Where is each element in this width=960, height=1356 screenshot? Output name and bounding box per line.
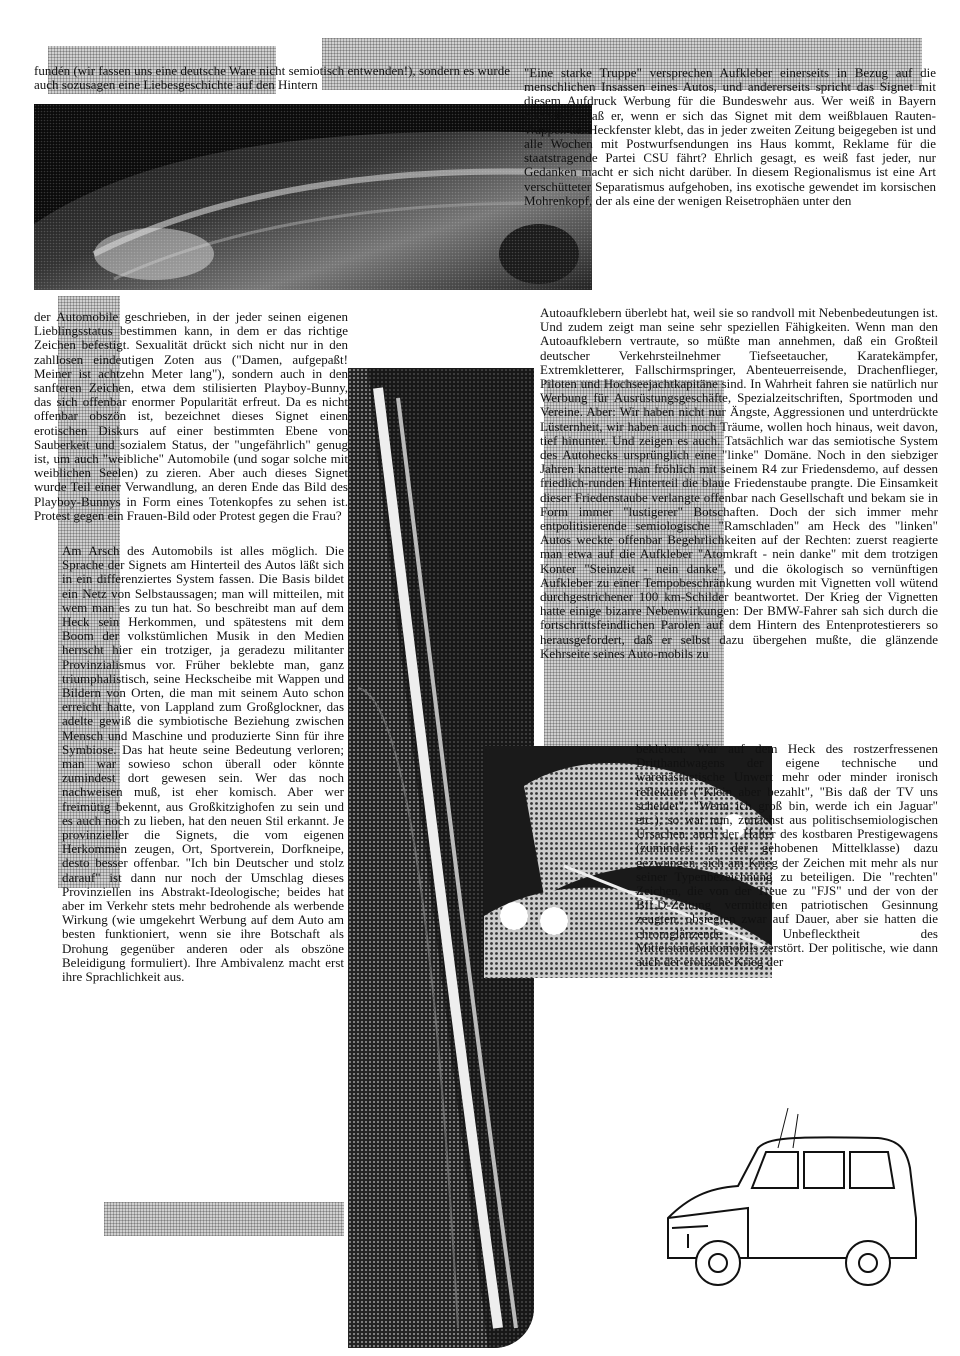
- car-hood-photo: [34, 104, 592, 290]
- text-left-column-lower: Am Arsch des Automobils ist alles möglich. Die Sprache der Signets am Hinterteil des Autos läßt sich in ein differenziertes System fassen. Die Basis bildet ein Netz von Selbstaussagen; man will mitteilen, mit wem man es zu tun hat. So beschreibt man auf dem Heck sein Herkommen, und spätestens mit dem Boom der volkstümlichen Musik in den Medien herrscht hier ein trotziger, ja geradezu militanter Provinzialismus vor. Früher beklebte man, ganz triumphalistisch, seine Heckscheibe mit Wappen und Bildern von Orten, die man mit seinem Auto schon erreicht hatte, von Lappland zum Großglockner, das adelte gewiß die symbiotische Beziehung zwischen Mensch und Maschine und produzierte Sinn für ihre Symbiose. Das hat heute seine Bedeutung verloren; man war sowieso schon überall oder könnte zumindest dort gewesen sein. Wer das noch nachweisen muß, ist eher komisch. Aber wer freimütig bekennt, aus Großkitzighofen zu sein und es auch noch zu lieben, hat den neuen Stil erkannt. Je provinzieller die Signets, die vom eigenen Herkommen zeugen, Ort, Sportverein, Dorfkneipe, desto besser offenbar. "Ich bin Deutscher und stolz darauf" ist dann nur noch der Umschlag dieses Provinziellen ins Abstrakt-Ideologische; beides hat aber im Verkehr stets mehr bedrohende als werbende Wirkung (wie umgekehrt Werbung auf dem Auto am besten funktioniert, wenn sie ihre Botschaft als Drohung gegenüber anderen oder als obszöne Beleidigung formuliert). Ihre Ambivalenz macht erst ihre Sprachlichkeit aus.: [62, 543, 344, 985]
- text-left-column-upper: der Automobile geschrieben, in der jeder seinen eigenen Lieblingsstatus bestimmen kann, in dem er das richtige Zeichen befestigt. Sexualität drückt sich nicht nur in den zahllosen eindeutigen Zoten aus ("Damen, aufgepaßt! Meiner ist achtzehn Meter lang"), sondern auch in den sanfteren Zeichen, etwa dem stilisierten Playboy-Bunny, das sich offenbar enormer Popularität erfreut. Da es nicht offenbar obszön ist, bezeichnet dieses Signet einen erotischen Diskurs auf einer bestimmten Ebene von Sauberkeit und sozialem Status, der "ungefährlich" genug ist, um auch "weibliche" Automobile (und sogar solche mit weiblichen Seelen) zu zieren. Aber auch dieses Signet wurde Teil einer Verwandlung, an deren Ende das Bild des Playboy-Bunnys in Form eines Totenkopfes zu sehen ist. Protest gegen ein Frauen-Bild oder Protest gegen die Frau?: [34, 309, 348, 523]
- text-right-column-top: "Eine starke Truppe" versprechen Aufkleber einerseits in Bezug auf die menschlichen Insassen eines Autos, und andererseits spricht das Signet mit diesem Aufdruck Werbung für die Bundeswehr aus. Wer weiß in Bayern eigentlich, daß er, wenn er sich das Signet mit dem weißblauen Rauten-Wappen ins Heckfenster klebt, das in jeder zweiten Zeitung beigegeben ist und alle Wochen mit Postwurfsendungen ins Haus kommt, Reklame für die staatstragende Partei CSU fährt? Ehrlich gesagt, es weiß fast jeder, nur Gedanken macht er sich nicht darüber. In diesem Regionalismus ist eine Art verschütteter Separatismus aufgehoben, ins exotische gewendet im korsischen Mohrenkopf, der als eine der wenigen Reisetrophäen unter den: [524, 65, 936, 208]
- renault-r4-illustration: [648, 1108, 924, 1304]
- text-right-column-mid: Autoaufklebern überlebt hat, weil sie so randvoll mit Nebenbedeutungen ist. Und zudem zeigt man seine sehr speziellen Fähigkeiten. Wenn man den Autoaufklebern vertraute, so müßte man annehmen, daß ein Großteil deutscher Verkehrsteilnehmer Tiefseetaucher, Karatekämpfer, Extremkletterer, Fallschirmspringer, Abenteuerreisende, Drachenflieger, Piloten und Hochseejachtkapitäne sind. In Wahrheit fahren sie natürlich nur Werbung für Ausrüstungsgeschäfte, Spezialzeitschriften, Sportmoden und Vereine. Aber: Wir haben nicht nur Ängste, Aggressionen und unterdrückte Lüsternheit, wir haben auch noch Träume, wollen hoch hinaus, weit davon, tief hinunter. Und zeigen es auch. Tatsächlich war das semiotische System des Autohecks ursprünglich eine "linke" Domäne. Noch in den siebziger Jahren knatterte man fröhlich mit seinem R4 zur Friedensdemo, auf dessen friedlich-runden Hinterteil die blaue Friedenstaube prangte. Die Einsamkeit dieser Friedenstaube verlangte offenbar nach Gesellschaft und bekam sie in Form immer "lustigerer" Botschaften. Doch der sich immer mehr entpolitisierende semiologische "Ramschladen" am Heck des "linken" Autos weckte offenbar Begehrlichkeiten auf der Rechten: zuerst reagierte man etwa auf die Aufkleber "Atomkraft - nein danke" mit dem trotzigen Konter "Steinzeit - nein danke", und die ökologisch so vernünftigen Aufkleber zu einer Tempobeschränkung wurden mit Vignetten voll wütend durchgestrichener 100 km-Schilder beantwortet. Der Krieg der Vignetten hatte einige bizarre Nebenwirkungen: Der BMW-Fahrer sah sich durch die fortschrittsfeindlichen Parolen auf dem Hintern des Entenprotestierers so herausgefordert, daß er selbst dazu übergehen mußte, die glänzende Kehrseite seines Auto-mobils zu: [540, 305, 938, 661]
- shade-bottom-left: [104, 1202, 344, 1236]
- text-top-left: fundén (wir fassen uns eine deutsche Ware nicht semiotisch entwenden!), sondern es wurde auch sozusagen eine Liebesgeschichte auf den Hintern: [34, 63, 510, 93]
- text-right-column-narrow: bekleben. War auf dem Heck des rostzerfressenen Dritthandwagens der eigene technische und warenästhetische Unwert mehr oder minder ironisch reflektiert ("Klein aber bezahlt", "Bis daß der TV uns scheidet", "Wenn ich groß bin, werde ich ein Jaguar" etc.), so war nun, zunächst aus politischsemiologischen Ursachen, auch der Halter des kostbaren Prestigewagens (zumindest in der gehobenen Mittelklasse) dazu gezwungen, sich am Krieg der Zeichen mit mehr als nur seiner Typenbezeichnung zu beteiligen. Die "rechten" Zeichen, die von der Treue zu "FJS" und der von der BILD-Zeitung vermittelten patriotischen Gesinnung zeugten, obsiegten zwar auf Dauer, aber sie hatten die chromglänzende Unbeflecktheit des Mittelstandsautomobils zerstört. Der politische, wie dann auch der erotische Krieg der: [636, 741, 938, 970]
